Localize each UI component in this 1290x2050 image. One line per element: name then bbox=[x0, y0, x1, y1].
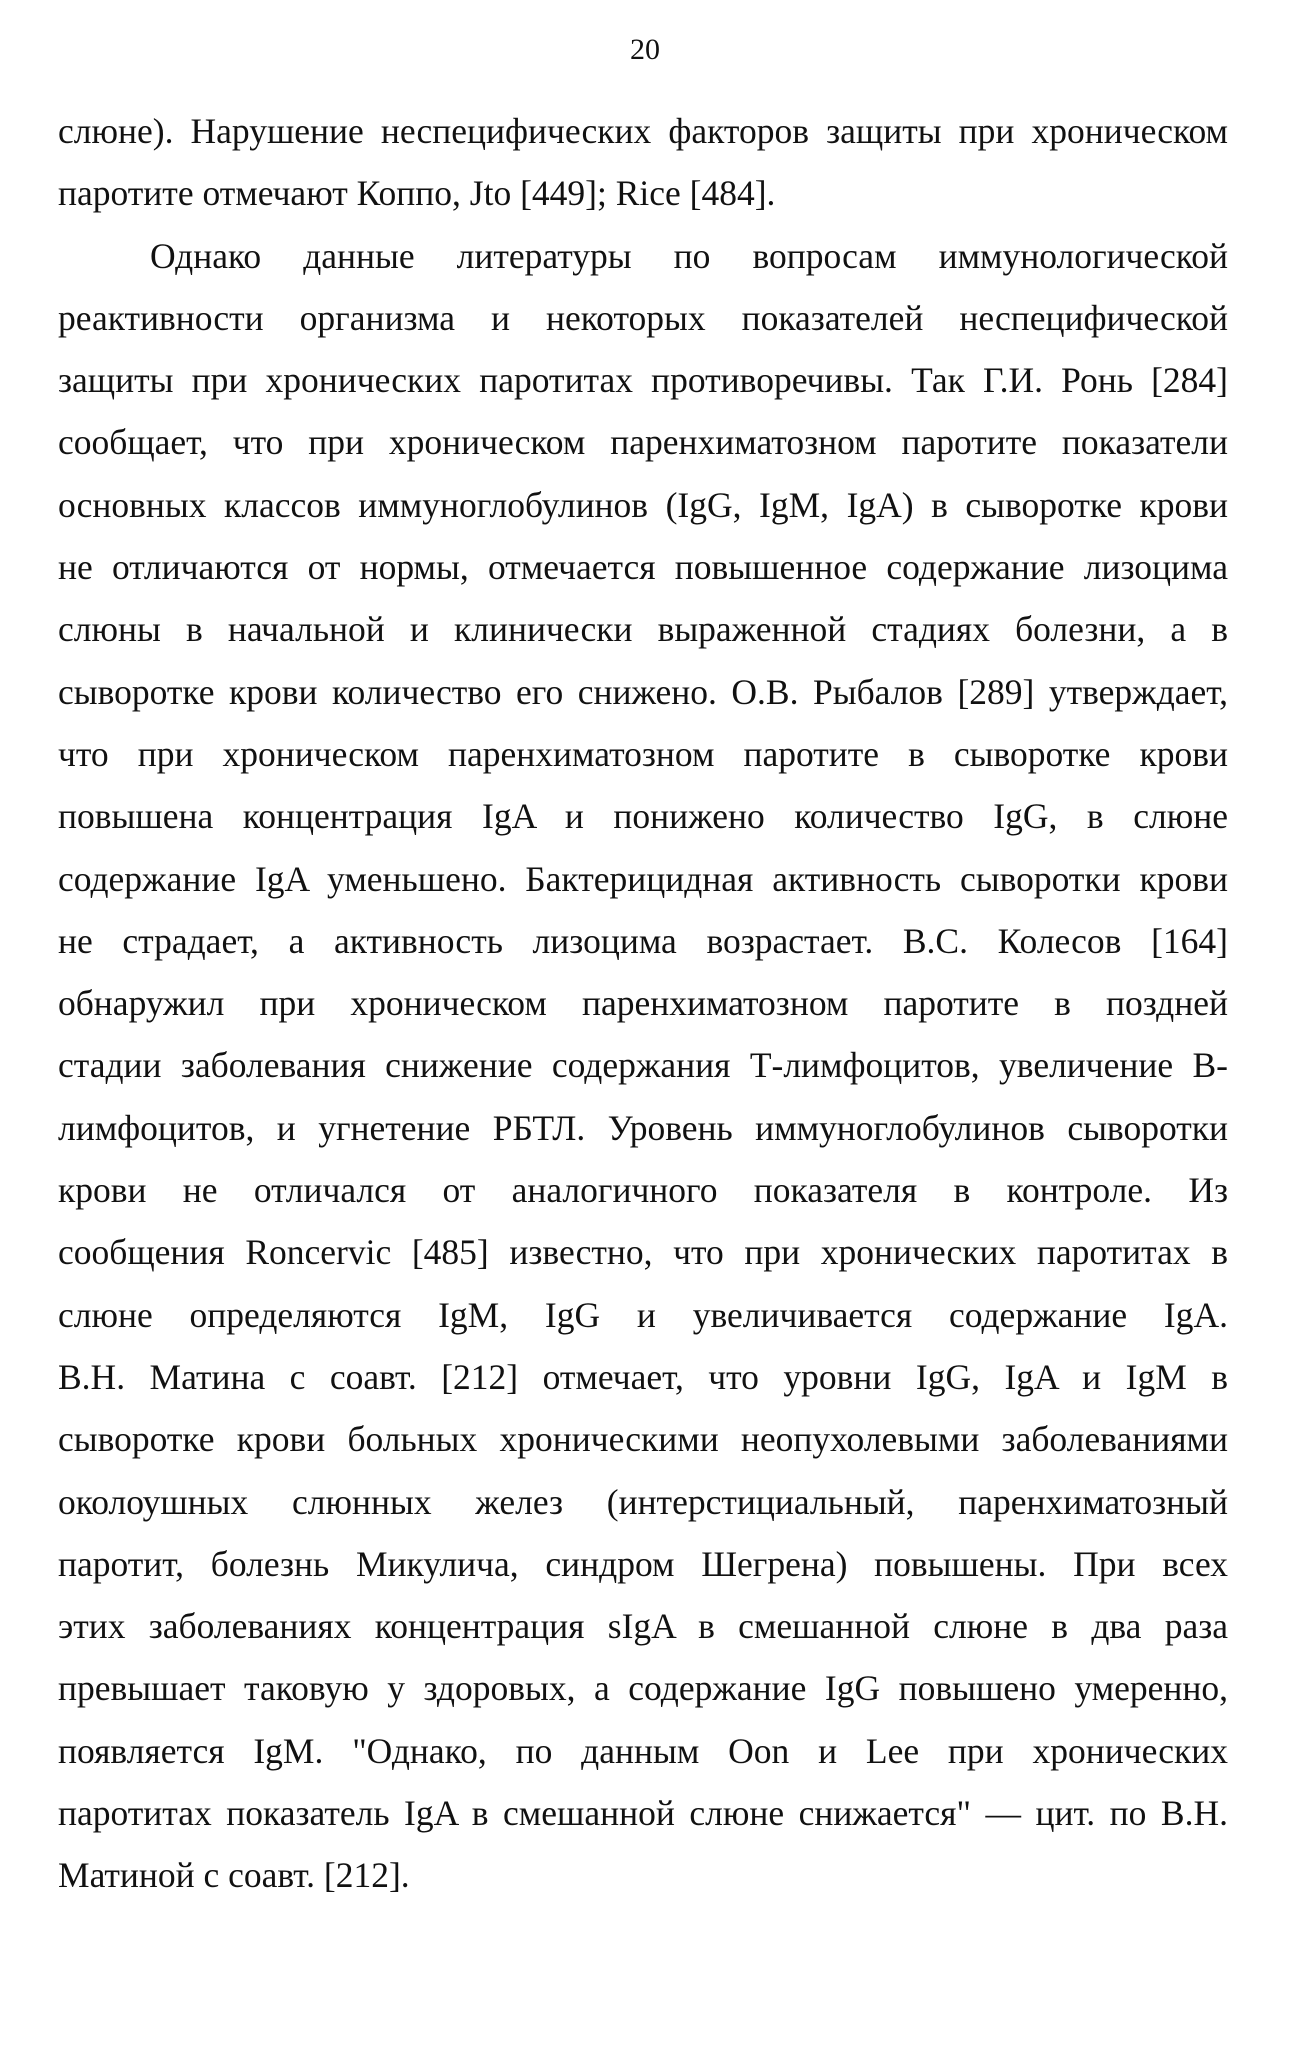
text-line: паротитах показатель IgA в смешанной слюне снижается" — цит. по В.Н. bbox=[58, 1793, 1228, 1834]
text-line: этих заболеваниях концентрация sIgA в смешанной слюне в два раза bbox=[58, 1606, 1228, 1647]
text-line: Однако данные литературы по вопросам иммунологической bbox=[150, 235, 1228, 276]
text-line: околоушных слюнных желез (интерстициальный, паренхиматозный bbox=[58, 1481, 1228, 1522]
text-line: превышает таковую у здоровых, а содержание IgG повышено умеренно, bbox=[58, 1668, 1228, 1709]
body-text bbox=[58, 100, 1228, 1907]
text-line: слюне). Нарушение неспецифических факторов защиты при хроническом bbox=[58, 111, 1228, 151]
text-line: не страдает, а активность лизоцима возрастает. В.С. Колесов [164] bbox=[58, 920, 1228, 961]
text-line: реактивности организма и некоторых показателей неспецифической bbox=[58, 297, 1228, 338]
text-line: что при хроническом паренхиматозном паротите в сыворотке крови bbox=[58, 733, 1228, 774]
text-line: появляется IgM. "Однако, по данным Oon и Lee при хронических bbox=[58, 1730, 1228, 1771]
text-line: паротит, болезнь Микулича, синдром Шегрена) повышены. При всех bbox=[58, 1543, 1228, 1584]
text-line: сообщения Roncervic [485] известно, что при хронических паротитах в bbox=[58, 1232, 1228, 1273]
text-line: стадии заболевания снижение содержания Т-лимфоцитов, увеличение В- bbox=[58, 1045, 1228, 1086]
text-line: защиты при хронических паротитах противоречивы. Так Г.И. Ронь [284] bbox=[58, 360, 1228, 401]
text-line: слюны в начальной и клинически выраженной стадиях болезни, а в bbox=[58, 609, 1228, 650]
text-line: сообщает, что при хроническом паренхиматозном паротите показатели bbox=[58, 422, 1228, 463]
text-line: паротите отмечают Коппо, Jto [449]; Rice [484]. bbox=[58, 173, 776, 214]
text-line: основных классов иммуноглобулинов (IgG, IgM, IgA) в сыворотке крови bbox=[58, 484, 1228, 525]
text-line: повышена концентрация IgA и понижено количество IgG, в слюне bbox=[58, 796, 1228, 837]
text-line: не отличаются от нормы, отмечается повышенное содержание лизоцима bbox=[58, 547, 1228, 588]
text-line: Матиной с соавт. [212]. bbox=[58, 1855, 410, 1896]
text-line: крови не отличался от аналогичного показателя в контроле. Из bbox=[58, 1170, 1228, 1211]
text-line: содержание IgA уменьшено. Бактерицидная активность сыворотки крови bbox=[58, 858, 1228, 899]
text-line: обнаружил при хроническом паренхиматозном паротите в поздней bbox=[58, 983, 1228, 1024]
page-number: 20 bbox=[630, 33, 660, 66]
text-line: сыворотке крови больных хроническими неопухолевыми заболеваниями bbox=[58, 1419, 1228, 1460]
text-line: слюне определяются IgM, IgG и увеличивается содержание IgA. bbox=[58, 1294, 1228, 1335]
text-line: сыворотке крови количество его снижено. О.В. Рыбалов [289] утверждает, bbox=[58, 671, 1228, 712]
text-line: В.Н. Матина с соавт. [212] отмечает, что уровни IgG, IgA и IgM в bbox=[58, 1356, 1228, 1397]
text-line: лимфоцитов, и угнетение РБТЛ. Уровень иммуноглобулинов сыворотки bbox=[58, 1107, 1228, 1148]
